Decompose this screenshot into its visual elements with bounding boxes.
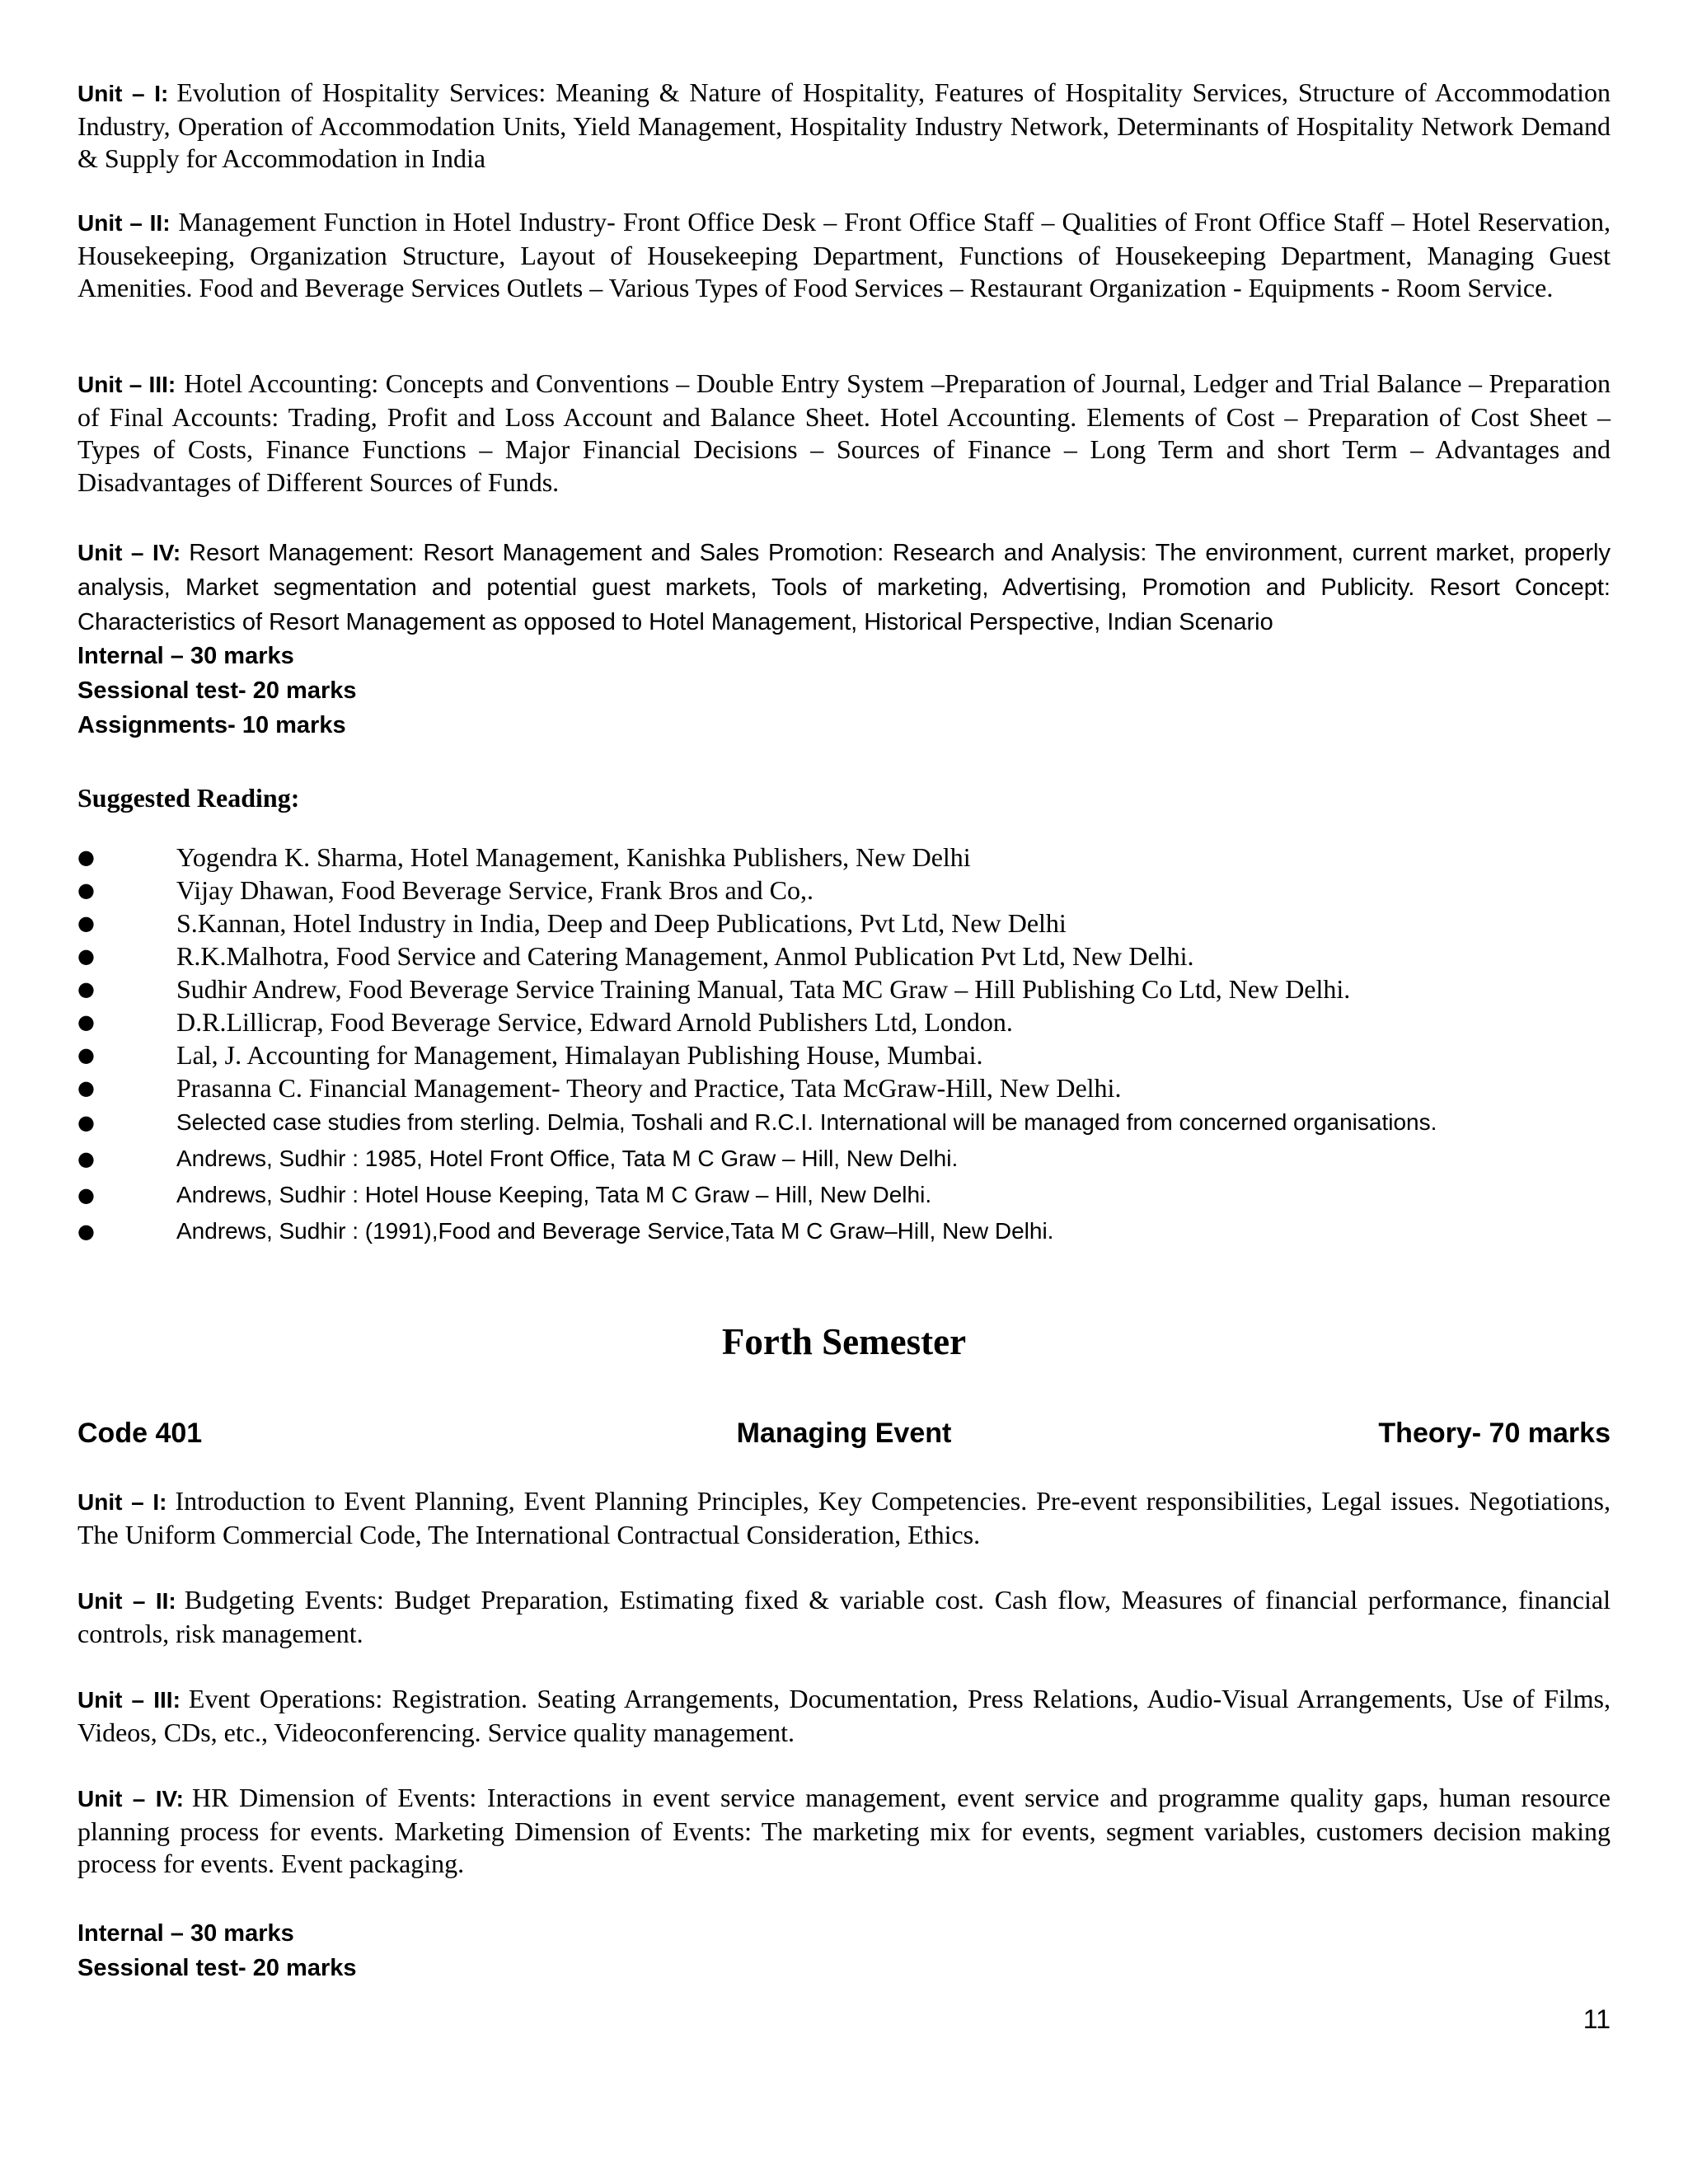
unit-text: Evolution of Hospitality Services: Meaning & Nature of Hospitality, Features of Hospitality Services, Structure of Accommodation Industry, Operation of Accommodation Units, Yield Management, Hospitality Industry Network, Determinants of Hospitality Network Demand & Supply for Accommodation in India [77, 77, 1611, 173]
bullet-icon: ● [77, 1111, 95, 1134]
bullet-icon: ● [77, 1220, 95, 1243]
list-item [77, 1213, 1611, 1249]
unit-text: Hotel Accounting: Concepts and Conventions – Double Entry System –Preparation of Journal, Ledger and Trial Balance – Preparation of Final Accounts: Trading, Profit and Loss Account and Balance Sheet. Hotel Accounting. Elements of Cost – Preparation of Cost Sheet – Types of Costs, Finance Functions – Major Financial Decisions – Sources of Finance – Long Term and short Term – Advantages and Disadvantages of Different Sources of Funds. [77, 368, 1611, 497]
reading-text: Andrews, Sudhir : (1991),Food and Beverage Service,Tata M C Graw–Hill, New Delhi. [176, 1218, 1054, 1244]
course-code: Code 401 [77, 1418, 203, 1449]
list-item [77, 1071, 1611, 1104]
unit-4-section [77, 536, 1611, 640]
event-unit-1-section [77, 1485, 1611, 1551]
reading-text: Lal, J. Accounting for Management, Himalayan Publishing House, Mumbai. [176, 1040, 983, 1070]
reading-text: Prasanna C. Financial Management- Theory and Practice, Tata McGraw-Hill, New Delhi. [176, 1073, 1122, 1103]
reading-text: Andrews, Sudhir : 1985, Hotel Front Office, Tata M C Graw – Hill, New Delhi. [176, 1146, 959, 1171]
unit-text: Resort Management: Resort Management and Sales Promotion: Research and Analysis: The environment, current market, properly analysis, Market segmentation and potential guest markets, Tools of marketing, Advertising, Promotion and Publicity. Resort Concept: Characteristics of Resort Management as opposed to Hotel Management, Historical Perspective, Indian Scenario [77, 540, 1611, 635]
bullet-icon: ● [77, 846, 95, 869]
unit-text: Introduction to Event Planning, Event Planning Principles, Key Competencies. Pre-event responsibilities, Legal issues. Negotiations, The Uniform Commercial Code, The International Contractual Consideration, Ethics. [77, 1486, 1611, 1549]
unit-label: Unit – I: [77, 81, 169, 106]
sessional-test-marks: Sessional test- 20 marks [77, 1955, 357, 1981]
unit-text: HR Dimension of Events: Interactions in event service management, event service and programme quality gaps, human resource planning process for events. Marketing Dimension of Events: The marketing mix for events, segment variables, customers decision making process for events. Event packaging. [77, 1783, 1611, 1878]
list-item [77, 940, 1611, 972]
bullet-icon: ● [77, 879, 95, 902]
unit-label: Unit – IV: [77, 1786, 184, 1811]
bullet-icon: ● [77, 1010, 95, 1033]
unit-label: Unit – I: [77, 1489, 167, 1515]
bullet-icon: ● [77, 1076, 95, 1099]
list-item [77, 1177, 1611, 1213]
unit-text: Management Function in Hotel Industry- Front Office Desk – Front Office Staff – Qualities of Front Office Staff – Hotel Reservation, Housekeeping, Organization Structure, Layout of Housekeeping Department, Functions of Housekeeping Department, Managing Guest Amenities. Food and Beverage Services Outlets – Various Types of Food Services – Restaurant Organization - Equipments - Room Service. [77, 207, 1611, 302]
reading-text: Yogendra K. Sharma, Hotel Management, Kanishka Publishers, New Delhi [176, 842, 971, 872]
suggested-reading-heading: Suggested Reading: [77, 783, 300, 813]
list-item [77, 1038, 1611, 1071]
reading-text: R.K.Malhotra, Food Service and Catering Management, Anmol Publication Pvt Ltd, New Delhi. [176, 941, 1194, 971]
unit-label: Unit – II: [77, 1588, 176, 1614]
unit-2-section [77, 206, 1611, 305]
unit-label: Unit – IV: [77, 540, 181, 565]
internal-marks: Internal – 30 marks [77, 643, 294, 669]
reading-text: Andrews, Sudhir : Hotel House Keeping, Tata M C Graw – Hill, New Delhi. [176, 1182, 932, 1207]
page-number: 11 [1582, 2004, 1611, 2034]
sessional-test-marks: Sessional test- 20 marks [77, 677, 357, 704]
suggested-reading-list [77, 841, 1611, 1249]
list-item [77, 907, 1611, 940]
event-unit-2-section [77, 1584, 1611, 1650]
bullet-icon: ● [77, 977, 95, 1001]
list-item [77, 1104, 1611, 1141]
reading-text: Selected case studies from sterling. Delmia, Toshali and R.C.I. International will be managed from concerned organisations. [176, 1109, 1437, 1135]
bullet-icon: ● [77, 944, 95, 968]
bullet-icon: ● [77, 1147, 95, 1170]
unit-3-section [77, 368, 1611, 499]
unit-1-section [77, 77, 1611, 176]
reading-text: Vijay Dhawan, Food Beverage Service, Frank Bros and Co,. [176, 875, 814, 905]
course-title: Managing Event [736, 1418, 952, 1449]
theory-marks: Theory- 70 marks [1378, 1418, 1611, 1449]
reading-text: D.R.Lillicrap, Food Beverage Service, Edward Arnold Publishers Ltd, London. [176, 1007, 1013, 1037]
bullet-icon: ● [77, 912, 95, 935]
reading-text: Sudhir Andrew, Food Beverage Service Training Manual, Tata MC Graw – Hill Publishing Co Ltd, New Delhi. [176, 974, 1351, 1004]
bullet-icon: ● [77, 1043, 95, 1066]
list-item [77, 1005, 1611, 1038]
unit-text: Event Operations: Registration. Seating Arrangements, Documentation, Press Relations, Audio-Visual Arrangements, Use of Films, Videos, CDs, etc., Videoconferencing. Service quality management. [77, 1684, 1611, 1747]
list-item [77, 1141, 1611, 1177]
list-item [77, 874, 1611, 907]
assignments-marks: Assignments- 10 marks [77, 712, 346, 738]
unit-label: Unit – III: [77, 372, 176, 397]
internal-marks: Internal – 30 marks [77, 1920, 294, 1947]
course-header [77, 1418, 1611, 1455]
semester-title: Forth Semester [721, 1321, 967, 1362]
unit-label: Unit – II: [77, 210, 171, 236]
unit-label: Unit – III: [77, 1687, 181, 1713]
unit-text: Budgeting Events: Budget Preparation, Estimating fixed & variable cost. Cash flow, Measures of financial performance, financial controls, risk management. [77, 1585, 1611, 1648]
event-unit-3-section [77, 1683, 1611, 1749]
event-unit-4-section [77, 1782, 1611, 1881]
bullet-icon: ● [77, 1183, 95, 1207]
list-item [77, 972, 1611, 1005]
list-item [77, 841, 1611, 874]
reading-text: S.Kannan, Hotel Industry in India, Deep and Deep Publications, Pvt Ltd, New Delhi [176, 908, 1067, 938]
